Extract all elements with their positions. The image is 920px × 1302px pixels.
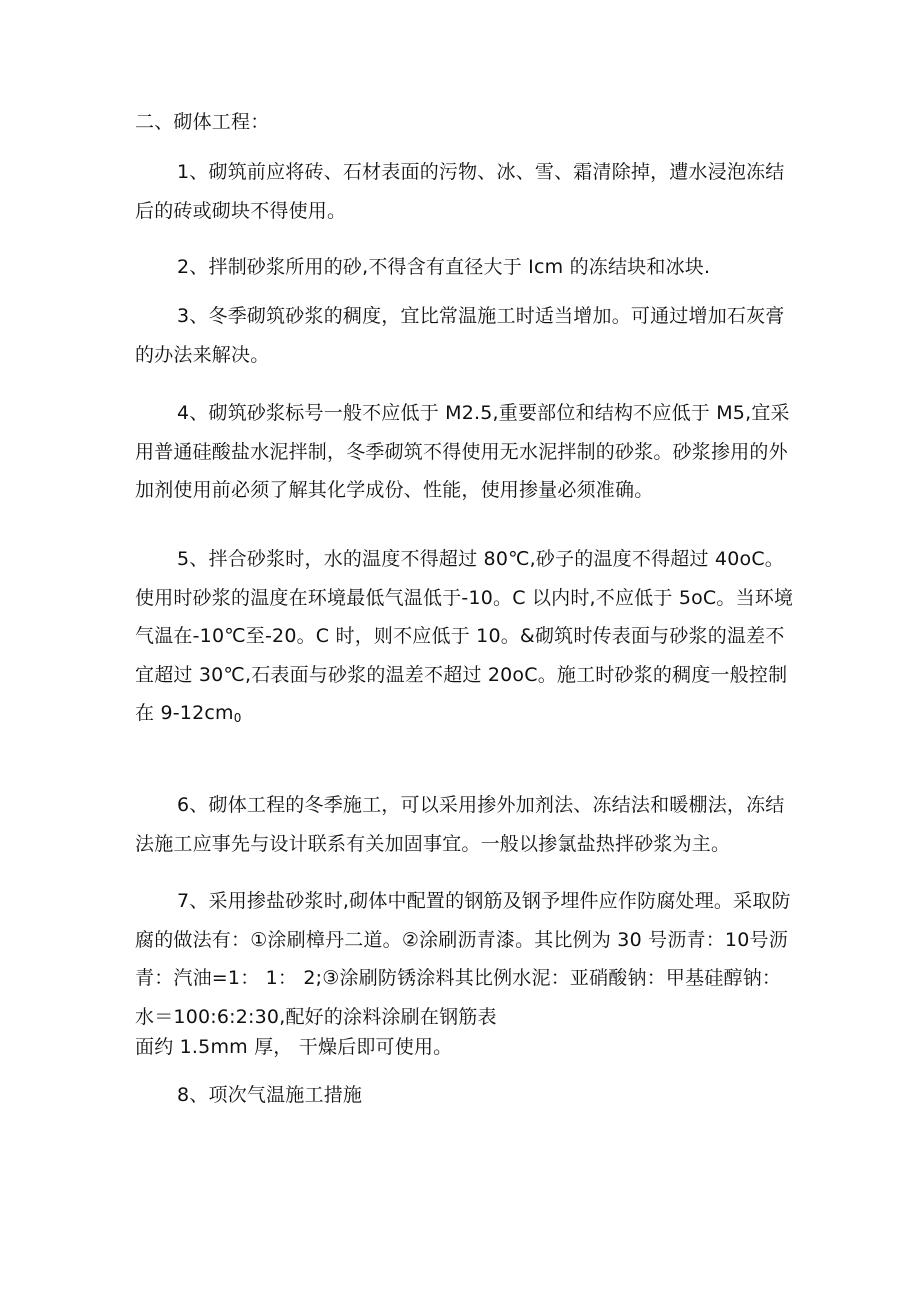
paragraph-7-continued: 面约 1.5mm 厚， 干燥后即可使用。 [135, 1036, 453, 1058]
section-title: 二、砌体工程： [135, 111, 270, 133]
paragraph-4: 4、砌筑砂浆标号一般不应低于 M2.5,重要部位和结构不应低于 M5,宜采用普通硅酸盐水泥拌制，冬季砌筑不得使用无水泥拌制的砂浆。砂浆掺用的外加剂使用前必须了解其化学成份、性能，使用掺量必须准确。 [135, 402, 790, 501]
paragraph-6: 6、砌体工程的冬季施工，可以采用掺外加剂法、冻结法和暖棚法，冻结法施工应事先与设计联系有关加固事宜。一般以掺氯盐热拌砂浆为主。 [135, 794, 785, 855]
paragraph-7: 7、采用掺盐砂浆时,砌体中配置的钢筋及钢予埋件应作防腐处理。采取防腐的做法有：①涂刷樟丹二道。②涂刷沥青漆。其比例为 30 号沥青：10号沥青：汽油=1： 1： 2;③涂刷防锈涂料其比例水泥：亚硝酸钠：甲基硅醇钠：水＝100:6:2:30,配好的涂料涂刷在钢筋表 [135, 890, 791, 1028]
paragraph-5-text: 5、拌合砂浆时，水的温度不得超过 80℃,砂子的温度不得超过 40oC。使用时砂浆的温度在环境最低气温低于-10。C 以内时,不应低于 5oC。当环境气温在-10℃至-20。C 时，则不应低于 10。&砌筑时传表面与砂浆的温差不宜超过 30℃,石表面与砂浆的温差不超过 20oC。施工时砂浆的稠度一般控制在 9-12cm [135, 548, 794, 724]
paragraph-5 [135, 540, 795, 738]
paragraph-3: 3、冬季砌筑砂浆的稠度，宜比常温施工时适当增加。可通过增加石灰膏的办法来解决。 [135, 305, 785, 366]
paragraph-8: 8、项次气温施工措施 [177, 1084, 363, 1106]
paragraph-2: 2、拌制砂浆所用的砂,不得含有直径大于 Icm 的冻结块和冰块. [177, 256, 711, 278]
paragraph-5-subscript: 0 [233, 711, 242, 725]
paragraph-1: 1、砌筑前应将砖、石材表面的污物、冰、雪、霜清除掉，遭水浸泡冻结后的砖或砌块不得使用。 [135, 161, 785, 222]
